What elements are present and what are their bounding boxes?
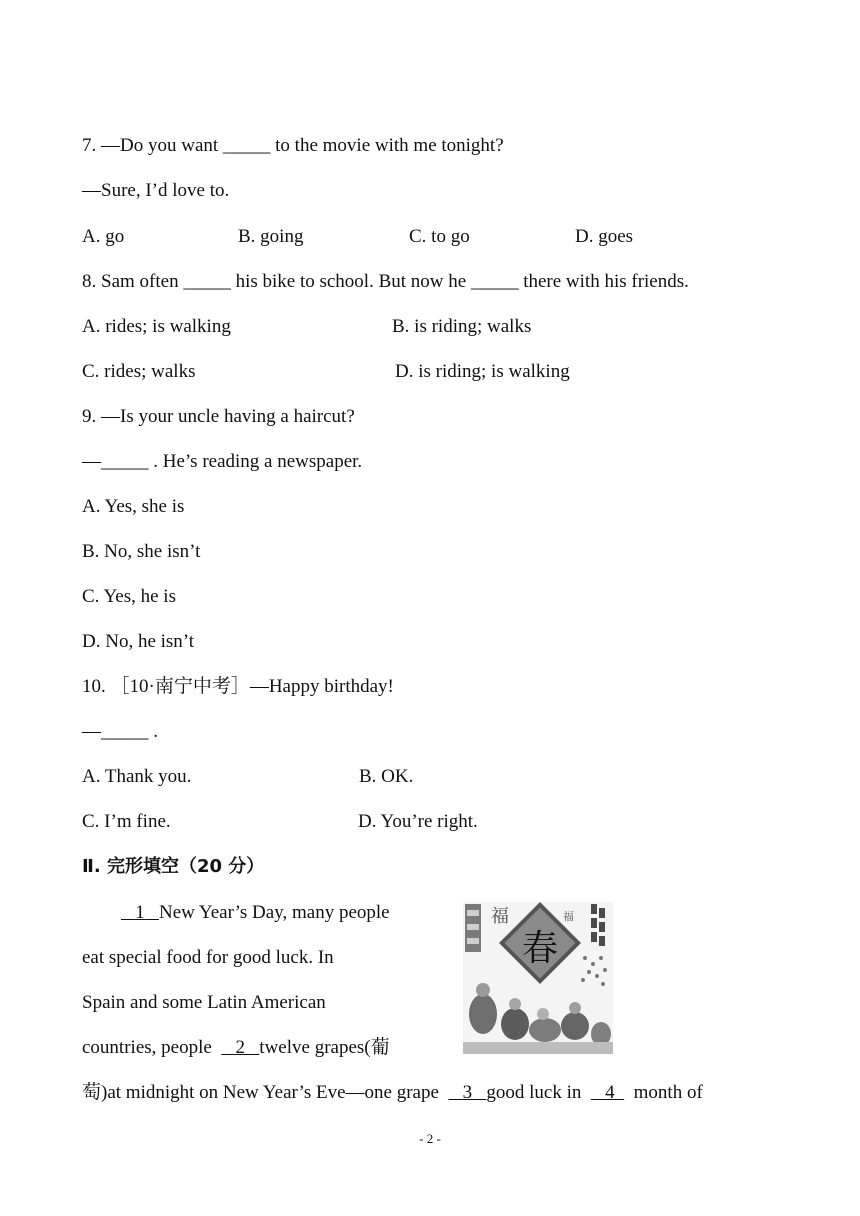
q9-stem: 9. —Is your uncle having a haircut?: [82, 406, 355, 427]
section-heading: Ⅱ. 完形填空（20 分）: [82, 856, 265, 877]
q7-option-d: D. goes: [575, 226, 634, 247]
spring-festival-illustration: [463, 902, 613, 1054]
chun-character: 春: [521, 928, 559, 969]
q10-option-a: A. Thank you.: [82, 766, 192, 787]
passage-line-5: 萄)at midnight on New Year’s Eve—one grape 3 good luck in 4 month of: [82, 1082, 703, 1103]
passage-line-4: countries, people 2 twelve grapes(葡: [82, 1037, 390, 1058]
q9-option-c: C. Yes, he is: [82, 586, 176, 607]
q7-stem: 7. —Do you want _____ to the movie with me tonight?: [82, 135, 504, 156]
q8-option-b: B. is riding; walks: [392, 316, 532, 337]
q9-option-b: B. No, she isn’t: [82, 541, 201, 562]
q8-option-a: A. rides; is walking: [82, 316, 231, 337]
q10-reply: —_____ .: [82, 721, 158, 742]
q7-option-c: C. to go: [409, 226, 470, 247]
fu-right: 福: [563, 910, 574, 923]
q9-reply: —_____ . He’s reading a newspaper.: [82, 451, 363, 472]
q8-option-c: C. rides; walks: [82, 361, 196, 382]
blank-3: 3: [462, 1082, 473, 1103]
q9-option-a: A. Yes, she is: [82, 496, 185, 517]
passage-line-3: Spain and some Latin American: [82, 992, 326, 1013]
q8-option-d: D. is riding; is walking: [395, 361, 570, 382]
passage-line-1: 1 New Year’s Day, many people: [121, 901, 390, 925]
blank-2: 2: [235, 1037, 246, 1058]
q10-option-c: C. I’m fine.: [82, 811, 171, 832]
q7-option-b: B. going: [238, 226, 304, 247]
blank-1: 1: [135, 902, 145, 923]
q10-option-d: D. You’re right.: [358, 811, 478, 832]
q8-stem: 8. Sam often _____ his bike to school. But now he _____ there with his friends.: [82, 271, 689, 292]
page-number: - 2 -: [419, 1131, 441, 1146]
q7-reply: —Sure, I’d love to.: [82, 180, 230, 201]
q10-option-b: B. OK.: [359, 766, 414, 787]
fu-left: 福: [491, 906, 509, 927]
blank-4: 4: [605, 1082, 615, 1103]
passage-line-2: eat special food for good luck. In: [82, 947, 334, 968]
q7-option-a: A. go: [82, 226, 125, 247]
q9-option-d: D. No, he isn’t: [82, 631, 195, 652]
q10-stem: 10. ［10·南宁中考］—Happy birthday!: [82, 676, 394, 697]
